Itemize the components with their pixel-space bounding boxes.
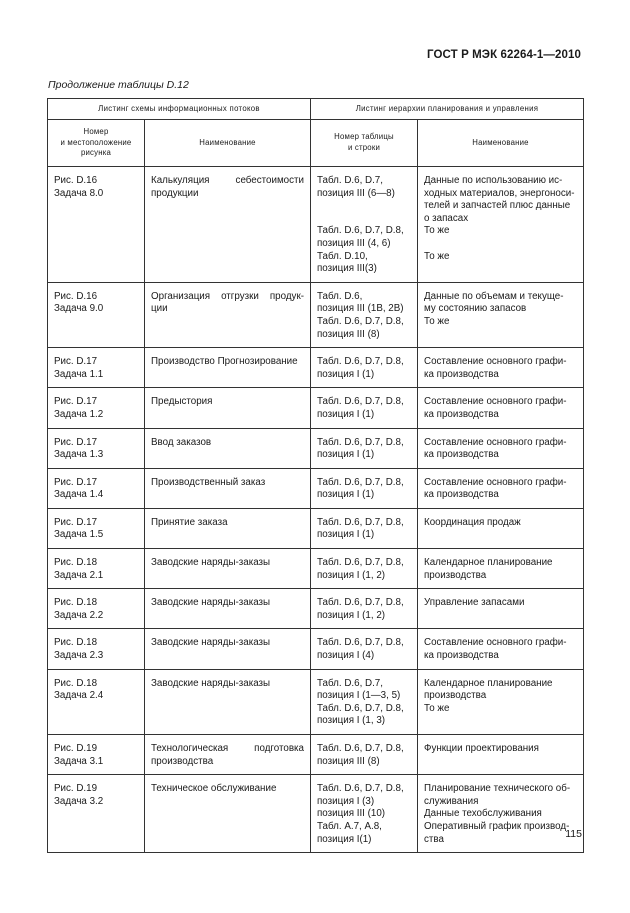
task-name-cell: Производство Прогнозирование xyxy=(145,348,311,388)
hierarchy-name-cell: Координация продаж xyxy=(418,508,584,548)
hierarchy-name-cell: Управление запасами xyxy=(418,589,584,629)
page-number: 115 xyxy=(565,828,582,840)
table-reference-cell: Табл. D.6, D.7, D.8, позиция I (1, 2) xyxy=(311,549,418,589)
table-row xyxy=(48,669,584,734)
table-reference-cell: Табл. D.6, D.7, D.8, позиция III (8) xyxy=(311,735,418,775)
task-name-cell: Организация отгрузки продук-ции xyxy=(145,282,311,347)
table-reference-cell: Табл. D.6, D.7, D.8, позиция I (1) xyxy=(311,388,418,428)
table-reference-cell: Табл. D.6, позиция III (1В, 2В) Табл. D.6, D.7, D.8, позиция III (8) xyxy=(311,282,418,347)
hierarchy-name-cell: Функции проектирования xyxy=(418,735,584,775)
figure-task-cell: Рис. D.19 Задача 3.2 xyxy=(48,775,145,853)
table-row xyxy=(48,282,584,347)
hierarchy-name-cell: Данные по объемам и текуще- му состоянию запасов То же xyxy=(418,282,584,347)
listing-table xyxy=(47,98,584,853)
figure-task-cell: Рис. D.18 Задача 2.1 xyxy=(48,549,145,589)
table-reference-cell: Табл. D.6, D.7, D.8, позиция I (1) xyxy=(311,428,418,468)
figure-task-cell: Рис. D.18 Задача 2.3 xyxy=(48,629,145,669)
col-header-table-row: Номер таблицы и строки xyxy=(311,120,418,167)
figure-task-cell: Рис. D.16 Задача 9.0 xyxy=(48,282,145,347)
table-reference-cell: Табл. D.6, D.7, D.8, позиция I (1) xyxy=(311,468,418,508)
table-row xyxy=(48,589,584,629)
task-name-cell: Технологическая подготовка производства xyxy=(145,735,311,775)
hierarchy-name-cell: Календарное планирование производства xyxy=(418,549,584,589)
col-header-name-left: Наименование xyxy=(145,120,311,167)
task-name-cell: Производственный заказ xyxy=(145,468,311,508)
col-header-name-right: Наименование xyxy=(418,120,584,167)
table-row xyxy=(48,775,584,853)
hierarchy-name-cell: Составление основного графи- ка производства xyxy=(418,348,584,388)
table-reference-cell: Табл. D.6, D.7, D.8, позиция I (4) xyxy=(311,629,418,669)
table-row xyxy=(48,388,584,428)
figure-task-cell: Рис. D.18 Задача 2.4 xyxy=(48,669,145,734)
table-reference-cell: Табл. D.6, D.7, позиция I (1—3, 5) Табл. D.6, D.7, D.8, позиция I (1, 3) xyxy=(311,669,418,734)
figure-task-cell: Рис. D.17 Задача 1.1 xyxy=(48,348,145,388)
table-row xyxy=(48,629,584,669)
hierarchy-name-cell: Составление основного графи- ка производства xyxy=(418,388,584,428)
table-row xyxy=(48,735,584,775)
task-name-cell: Заводские наряды-заказы xyxy=(145,669,311,734)
task-name-cell: Заводские наряды-заказы xyxy=(145,549,311,589)
hierarchy-name-cell: Календарное планирование производства То же xyxy=(418,669,584,734)
table-continuation-caption: Продолжение таблицы D.12 xyxy=(48,79,189,91)
task-name-cell: Техническое обслуживание xyxy=(145,775,311,853)
figure-task-cell: Рис. D.17 Задача 1.4 xyxy=(48,468,145,508)
standard-designation: ГОСТ Р МЭК 62264-1—2010 xyxy=(427,49,581,61)
task-name-cell: Принятие заказа xyxy=(145,508,311,548)
table-reference-cell: Табл. D.6, D.7, D.8, позиция I (1, 2) xyxy=(311,589,418,629)
group-header-info-flows: Листинг схемы информационных потоков xyxy=(48,99,311,120)
hierarchy-name-cell: Составление основного графи- ка производства xyxy=(418,468,584,508)
task-name-cell: Калькуляция себестоимости продукции xyxy=(145,167,311,283)
table-row xyxy=(48,348,584,388)
figure-task-cell: Рис. D.18 Задача 2.2 xyxy=(48,589,145,629)
table-reference-cell: Табл. D.6, D.7, позиция III (6—8) Табл. D.6, D.7, D.8, позиция III (4, 6) Табл. D.10, позиция III(3) xyxy=(311,167,418,283)
hierarchy-name-cell: Планирование технического об- служивания Данные техобслуживания Оперативный график производ- ства xyxy=(418,775,584,853)
task-name-cell: Заводские наряды-заказы xyxy=(145,589,311,629)
table-reference-cell: Табл. D.6, D.7, D.8, позиция I (1) xyxy=(311,348,418,388)
figure-task-cell: Рис. D.17 Задача 1.3 xyxy=(48,428,145,468)
task-name-cell: Ввод заказов xyxy=(145,428,311,468)
table-reference-cell: Табл. D.6, D.7, D.8, позиция I (3) позиция III (10) Табл. А.7, А.8, позиция I(1) xyxy=(311,775,418,853)
table-reference-cell: Табл. D.6, D.7, D.8, позиция I (1) xyxy=(311,508,418,548)
col-header-figure: Номер и местоположение рисунка xyxy=(48,120,145,167)
hierarchy-name-cell: Составление основного графи- ка производства xyxy=(418,428,584,468)
table-row xyxy=(48,428,584,468)
figure-task-cell: Рис. D.17 Задача 1.5 xyxy=(48,508,145,548)
hierarchy-name-cell: Составление основного графи- ка производства xyxy=(418,629,584,669)
task-name-cell: Заводские наряды-заказы xyxy=(145,629,311,669)
figure-task-cell: Рис. D.19 Задача 3.1 xyxy=(48,735,145,775)
figure-task-cell: Рис. D.17 Задача 1.2 xyxy=(48,388,145,428)
table-row xyxy=(48,468,584,508)
task-name-cell: Предыстория xyxy=(145,388,311,428)
figure-task-cell: Рис. D.16 Задача 8.0 xyxy=(48,167,145,283)
table-row xyxy=(48,167,584,283)
table-row xyxy=(48,549,584,589)
table-row xyxy=(48,508,584,548)
hierarchy-name-cell: Данные по использованию ис- ходных материалов, энергоноси- телей и запчастей плюс данные о запасах То же То же xyxy=(418,167,584,283)
group-header-hierarchy: Листинг иерархии планирования и управления xyxy=(311,99,584,120)
